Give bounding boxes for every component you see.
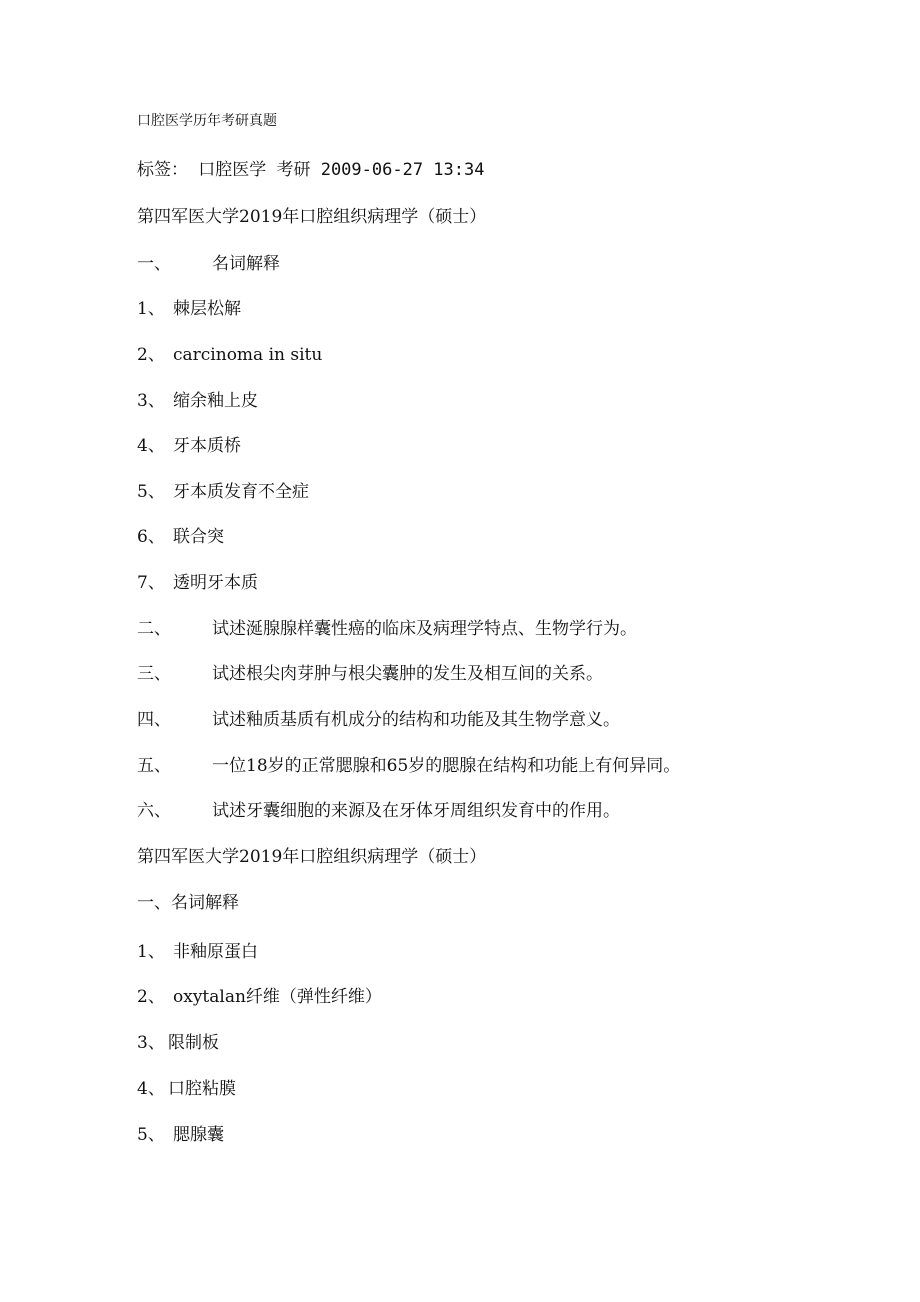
question-text: 试述釉质基质有机成分的结构和功能及其生物学意义。 [212, 710, 620, 730]
question-text: 试述根尖肉芽肿与根尖囊肿的发生及相互间的关系。 [212, 664, 603, 684]
term-item [137, 986, 382, 1008]
question-number: 四、 [137, 710, 171, 730]
term-number: 2、 [137, 345, 165, 365]
question-item [137, 663, 603, 685]
term-text: 口腔粘膜 [168, 1079, 236, 1099]
term-item [137, 435, 241, 457]
section-2-part-1 [137, 892, 239, 914]
part-number: 一、 [137, 254, 171, 274]
term-text: 限制板 [168, 1033, 219, 1053]
question-text: 试述牙囊细胞的来源及在牙体牙周组织发育中的作用。 [212, 801, 620, 821]
term-item [137, 526, 224, 548]
section-2-heading: 第四军医大学2019年口腔组织病理学（硕士） [137, 847, 487, 867]
term-item [137, 572, 258, 594]
term-text: carcinoma in situ [173, 345, 323, 365]
term-number: 1、 [137, 942, 165, 962]
question-number: 五、 [137, 756, 171, 776]
term-number: 2、 [137, 987, 165, 1007]
question-number: 六、 [137, 801, 171, 821]
document-title: 口腔医学历年考研真题 [137, 113, 277, 129]
section-1-part-1 [137, 253, 280, 275]
term-number: 4、 [137, 1079, 165, 1099]
term-number: 5、 [137, 1125, 165, 1145]
term-text: 牙本质发育不全症 [173, 482, 309, 502]
term-number: 6、 [137, 527, 165, 547]
term-item [137, 390, 258, 412]
term-item [137, 481, 309, 503]
term-number: 5、 [137, 482, 165, 502]
question-text: 试述涎腺腺样囊性癌的临床及病理学特点、生物学行为。 [212, 619, 637, 639]
question-number: 三、 [137, 664, 171, 684]
term-item [137, 1032, 219, 1054]
term-text: 牙本质桥 [173, 436, 241, 456]
term-number: 1、 [137, 299, 165, 319]
term-text: 联合突 [173, 527, 224, 547]
part-title: 名词解释 [212, 254, 280, 274]
question-item [137, 709, 620, 731]
question-item [137, 618, 637, 640]
term-text: 缩余釉上皮 [173, 391, 258, 411]
section-1-heading: 第四军医大学2019年口腔组织病理学（硕士） [137, 207, 487, 227]
term-item [137, 1124, 224, 1146]
question-item [137, 755, 680, 777]
question-text: 一位18岁的正常腮腺和65岁的腮腺在结构和功能上有何异同。 [212, 756, 681, 776]
term-item [137, 1078, 236, 1100]
tags-line: 标签： 口腔医学 考研 2009-06-27 13:34 [137, 160, 485, 180]
term-text: 棘层松解 [173, 299, 241, 319]
term-number: 4、 [137, 436, 165, 456]
term-text: 腮腺囊 [173, 1125, 224, 1145]
term-text: oxytalan纤维（弹性纤维） [173, 987, 382, 1007]
term-text: 透明牙本质 [173, 573, 258, 593]
term-number: 7、 [137, 573, 165, 593]
term-number: 3、 [137, 391, 165, 411]
part-title: 名词解释 [171, 893, 239, 913]
term-number: 3、 [137, 1033, 165, 1053]
question-number: 二、 [137, 619, 171, 639]
question-item [137, 800, 620, 822]
term-item [137, 941, 258, 963]
term-item [137, 344, 322, 366]
term-text: 非釉原蛋白 [173, 942, 258, 962]
part-number: 一、 [137, 893, 171, 913]
term-item [137, 298, 241, 320]
